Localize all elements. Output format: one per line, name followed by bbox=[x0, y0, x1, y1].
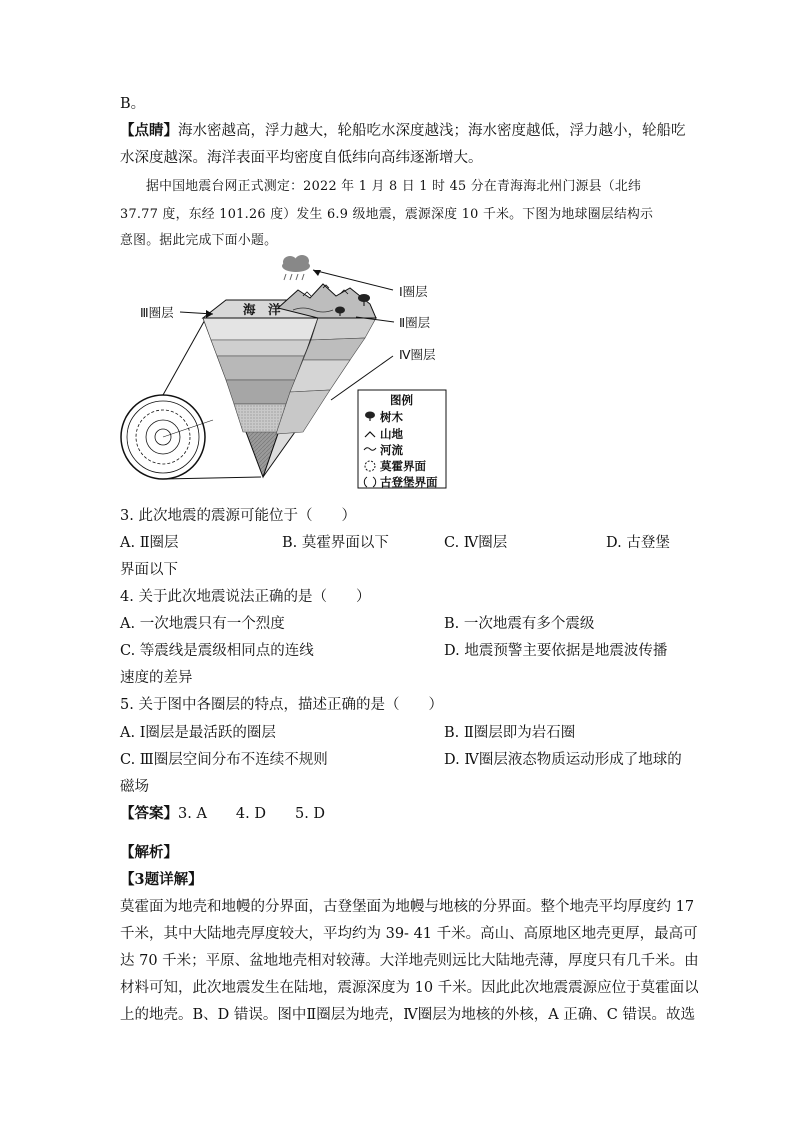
intro-line-2: 37.77 度，东经 101.26 度）发生 6.9 级地震，震源深度 10 千米。下图为地球圈层结构示 bbox=[120, 207, 654, 222]
legend-item-mountain: 山地 bbox=[380, 427, 403, 441]
legend-title: 图例 bbox=[390, 393, 413, 407]
q5-option-d: D. Ⅳ圈层液态物质运动形成了地球的 bbox=[444, 752, 682, 768]
q5-option-b: B. Ⅱ圈层即为岩石圈 bbox=[444, 725, 576, 741]
q3-option-d: D. 古登堡 bbox=[606, 535, 670, 551]
legend-item-moho: 莫霍界面 bbox=[380, 459, 426, 473]
q5-option-a: A. Ⅰ圈层是最活跃的圈层 bbox=[120, 725, 276, 741]
legend-item-river: 河流 bbox=[380, 443, 403, 457]
q4-option-d-cont: 速度的差异 bbox=[120, 670, 193, 686]
layer-1-label: Ⅰ圈层 bbox=[399, 284, 428, 299]
answer-text: 3. A 4. D 5. D bbox=[178, 806, 326, 822]
analysis-line-3: 达 70 千米；平原、盆地地壳相对较薄。大洋地壳则远比大陆地壳薄，厚度只有几千米。由 bbox=[120, 953, 699, 969]
analysis-line-5: 上的地壳。B、D 错误。图中Ⅱ圈层为地壳，Ⅳ圈层为地核的外核，A 正确、C 错误。故选 bbox=[120, 1007, 696, 1023]
q3-option-a: A. Ⅱ圈层 bbox=[120, 535, 179, 551]
question-3-stem: 3. 此次地震的震源可能位于（ ） bbox=[120, 508, 356, 524]
q4-option-d: D. 地震预警主要依据是地震波传播 bbox=[444, 643, 668, 659]
legend bbox=[358, 390, 446, 489]
dianjing-tag: 【点睛】 bbox=[120, 122, 178, 139]
analysis-line-1: 莫霍面为地壳和地幔的分界面，古登堡面为地幔与地核的分界面。整个地壳平均厚度约 17 bbox=[120, 899, 695, 915]
legend-item-tree: 树木 bbox=[380, 410, 403, 424]
intro-line-1: 据中国地震台网正式测定：2022 年 1 月 8 日 1 时 45 分在青海海北州门源县（北纬 bbox=[146, 179, 642, 194]
q3-option-b: B. 莫霍界面以下 bbox=[282, 535, 389, 551]
question-4-stem: 4. 关于此次地震说法正确的是（ ） bbox=[120, 589, 371, 605]
earth-layers-diagram bbox=[118, 252, 458, 492]
q5-option-d-cont: 磁场 bbox=[120, 779, 149, 795]
q4-option-c: C. 等震线是震级相同点的连线 bbox=[120, 643, 314, 659]
q3-option-c: C. Ⅳ圈层 bbox=[444, 535, 508, 551]
q5-option-c: C. Ⅲ圈层空间分布不连续不规则 bbox=[120, 752, 328, 768]
analysis-tag: 【解析】 bbox=[120, 844, 178, 861]
answer-tag: 【答案】 bbox=[120, 805, 178, 822]
q4-option-a: A. 一次地震只有一个烈度 bbox=[120, 616, 285, 632]
wedge-layers bbox=[203, 318, 376, 477]
ocean-label: 海 洋 bbox=[243, 302, 281, 317]
dianjing-line-2: 水深度越深。海洋表面平均密度自低纬向高纬逐渐增大。 bbox=[120, 150, 483, 166]
layer-4-label: Ⅳ圈层 bbox=[399, 347, 436, 362]
q4-option-b: B. 一次地震有多个震级 bbox=[444, 616, 595, 632]
rain-cloud-icon bbox=[282, 255, 310, 280]
analysis-line-4: 材料可知，此次地震发生在陆地，震源深度为 10 千米。因此此次地震震源应位于莫霍面以 bbox=[120, 980, 699, 996]
q3-option-d-cont: 界面以下 bbox=[120, 562, 178, 578]
prev-answer: B。 bbox=[120, 96, 146, 112]
layer-3-label: Ⅲ圈层 bbox=[140, 305, 174, 320]
layer-2-label: Ⅱ圈层 bbox=[399, 315, 431, 330]
intro-line-3: 意图。据此完成下面小题。 bbox=[120, 233, 278, 248]
q3-detail-tag: 【3题详解】 bbox=[120, 871, 203, 888]
dianjing-line-1 bbox=[120, 121, 686, 141]
surface bbox=[203, 284, 376, 318]
question-5-stem: 5. 关于图中各圈层的特点，描述正确的是（ ） bbox=[120, 697, 443, 713]
dianjing-text-1: 海水密越高，浮力越大，轮船吃水深度越浅；海水密度越低，浮力越小，轮船吃 bbox=[178, 123, 686, 139]
analysis-line-2: 千米，其中大陆地壳厚度较大，平均约为 39- 41 千米。高山、高原地区地壳更厚，最高可 bbox=[120, 926, 698, 942]
answer-line bbox=[120, 804, 325, 824]
legend-item-gutenberg: 古登堡界面 bbox=[380, 475, 438, 489]
